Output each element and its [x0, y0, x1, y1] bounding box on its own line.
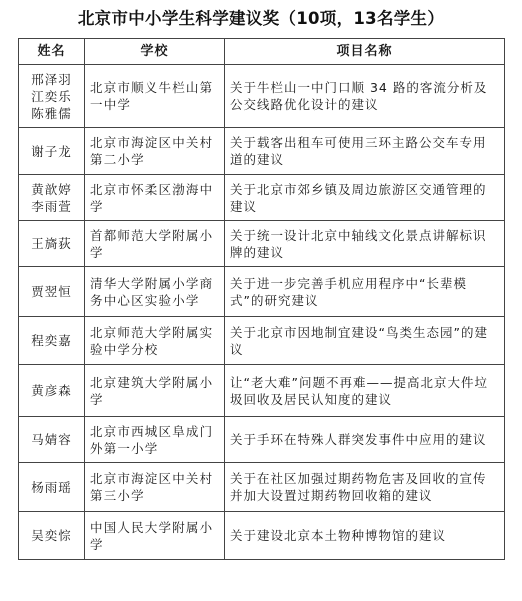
header-school: 学校 — [85, 39, 225, 65]
project-cell: 关于北京市因地制宜建设“鸟类生态园”的建议 — [225, 317, 505, 365]
student-name: 程奕嘉 — [31, 333, 72, 348]
header-project: 项目名称 — [225, 39, 505, 65]
table-row — [19, 65, 505, 128]
student-name: 黄彦森 — [31, 383, 72, 398]
student-names — [19, 65, 85, 128]
student-name: 贾翌恒 — [31, 284, 72, 299]
student-names — [19, 317, 85, 365]
project-cell: 关于牛栏山一中门口顺 34 路的客流分析及公交线路优化设计的建议 — [225, 65, 505, 128]
student-names — [19, 417, 85, 463]
table-row — [19, 463, 505, 512]
school-cell: 北京市西城区阜成门外第一小学 — [85, 417, 225, 463]
table-row — [19, 128, 505, 175]
table-row — [19, 365, 505, 417]
school-cell: 清华大学附属小学商务中心区实验小学 — [85, 267, 225, 317]
school-cell: 北京市海淀区中关村第三小学 — [85, 463, 225, 512]
table-row — [19, 221, 505, 267]
student-name: 黄歆婷 — [31, 181, 72, 197]
student-name: 江奕乐 — [31, 88, 72, 104]
student-name: 吴奕悰 — [31, 528, 72, 543]
student-name: 邢泽羽 — [31, 71, 72, 87]
school-cell: 北京市顺义牛栏山第一中学 — [85, 65, 225, 128]
student-name: 杨雨瑶 — [31, 479, 72, 495]
student-names — [19, 463, 85, 512]
school-cell: 北京市怀柔区渤海中学 — [85, 175, 225, 221]
project-cell: 让“老大难”问题不再难——提高北京大件垃圾回收及居民认知度的建议 — [225, 365, 505, 417]
student-names — [19, 365, 85, 417]
student-name: 谢子龙 — [31, 143, 72, 159]
school-cell: 中国人民大学附属小学 — [85, 512, 225, 560]
project-cell: 关于载客出租车可使用三环主路公交车专用道的建议 — [225, 128, 505, 175]
student-names — [19, 512, 85, 560]
student-names — [19, 221, 85, 267]
project-cell: 关于进一步完善手机应用程序中“长辈模式”的研究建议 — [225, 267, 505, 317]
table-row — [19, 417, 505, 463]
table-row — [19, 267, 505, 317]
school-cell: 首都师范大学附属小学 — [85, 221, 225, 267]
school-cell: 北京市海淀区中关村第二小学 — [85, 128, 225, 175]
table-row — [19, 317, 505, 365]
school-cell: 北京建筑大学附属小学 — [85, 365, 225, 417]
project-cell: 关于北京市郊乡镇及周边旅游区交通管理的建议 — [225, 175, 505, 221]
table-row — [19, 512, 505, 560]
student-name: 李雨萱 — [31, 198, 72, 214]
project-cell: 关于在社区加强过期药物危害及回收的宣传并加大设置过期药物回收箱的建议 — [225, 463, 505, 512]
table-header-row — [19, 39, 505, 65]
student-names — [19, 128, 85, 175]
school-cell: 北京师范大学附属实验中学分校 — [85, 317, 225, 365]
student-names — [19, 175, 85, 221]
student-name: 陈雅儒 — [31, 105, 72, 121]
awards-table — [18, 38, 505, 560]
student-names — [19, 267, 85, 317]
page-title: 北京市中小学生科学建议奖（10项，13名学生） — [77, 9, 445, 28]
project-cell: 关于建设北京本土物种博物馆的建议 — [225, 512, 505, 560]
student-name: 马婧容 — [31, 432, 72, 447]
student-name: 王旖荻 — [31, 236, 72, 251]
header-name: 姓名 — [19, 39, 85, 65]
project-cell: 关于手环在特殊人群突发事件中应用的建议 — [225, 417, 505, 463]
project-cell: 关于统一设计北京中轴线文化景点讲解标识牌的建议 — [225, 221, 505, 267]
table-row — [19, 175, 505, 221]
